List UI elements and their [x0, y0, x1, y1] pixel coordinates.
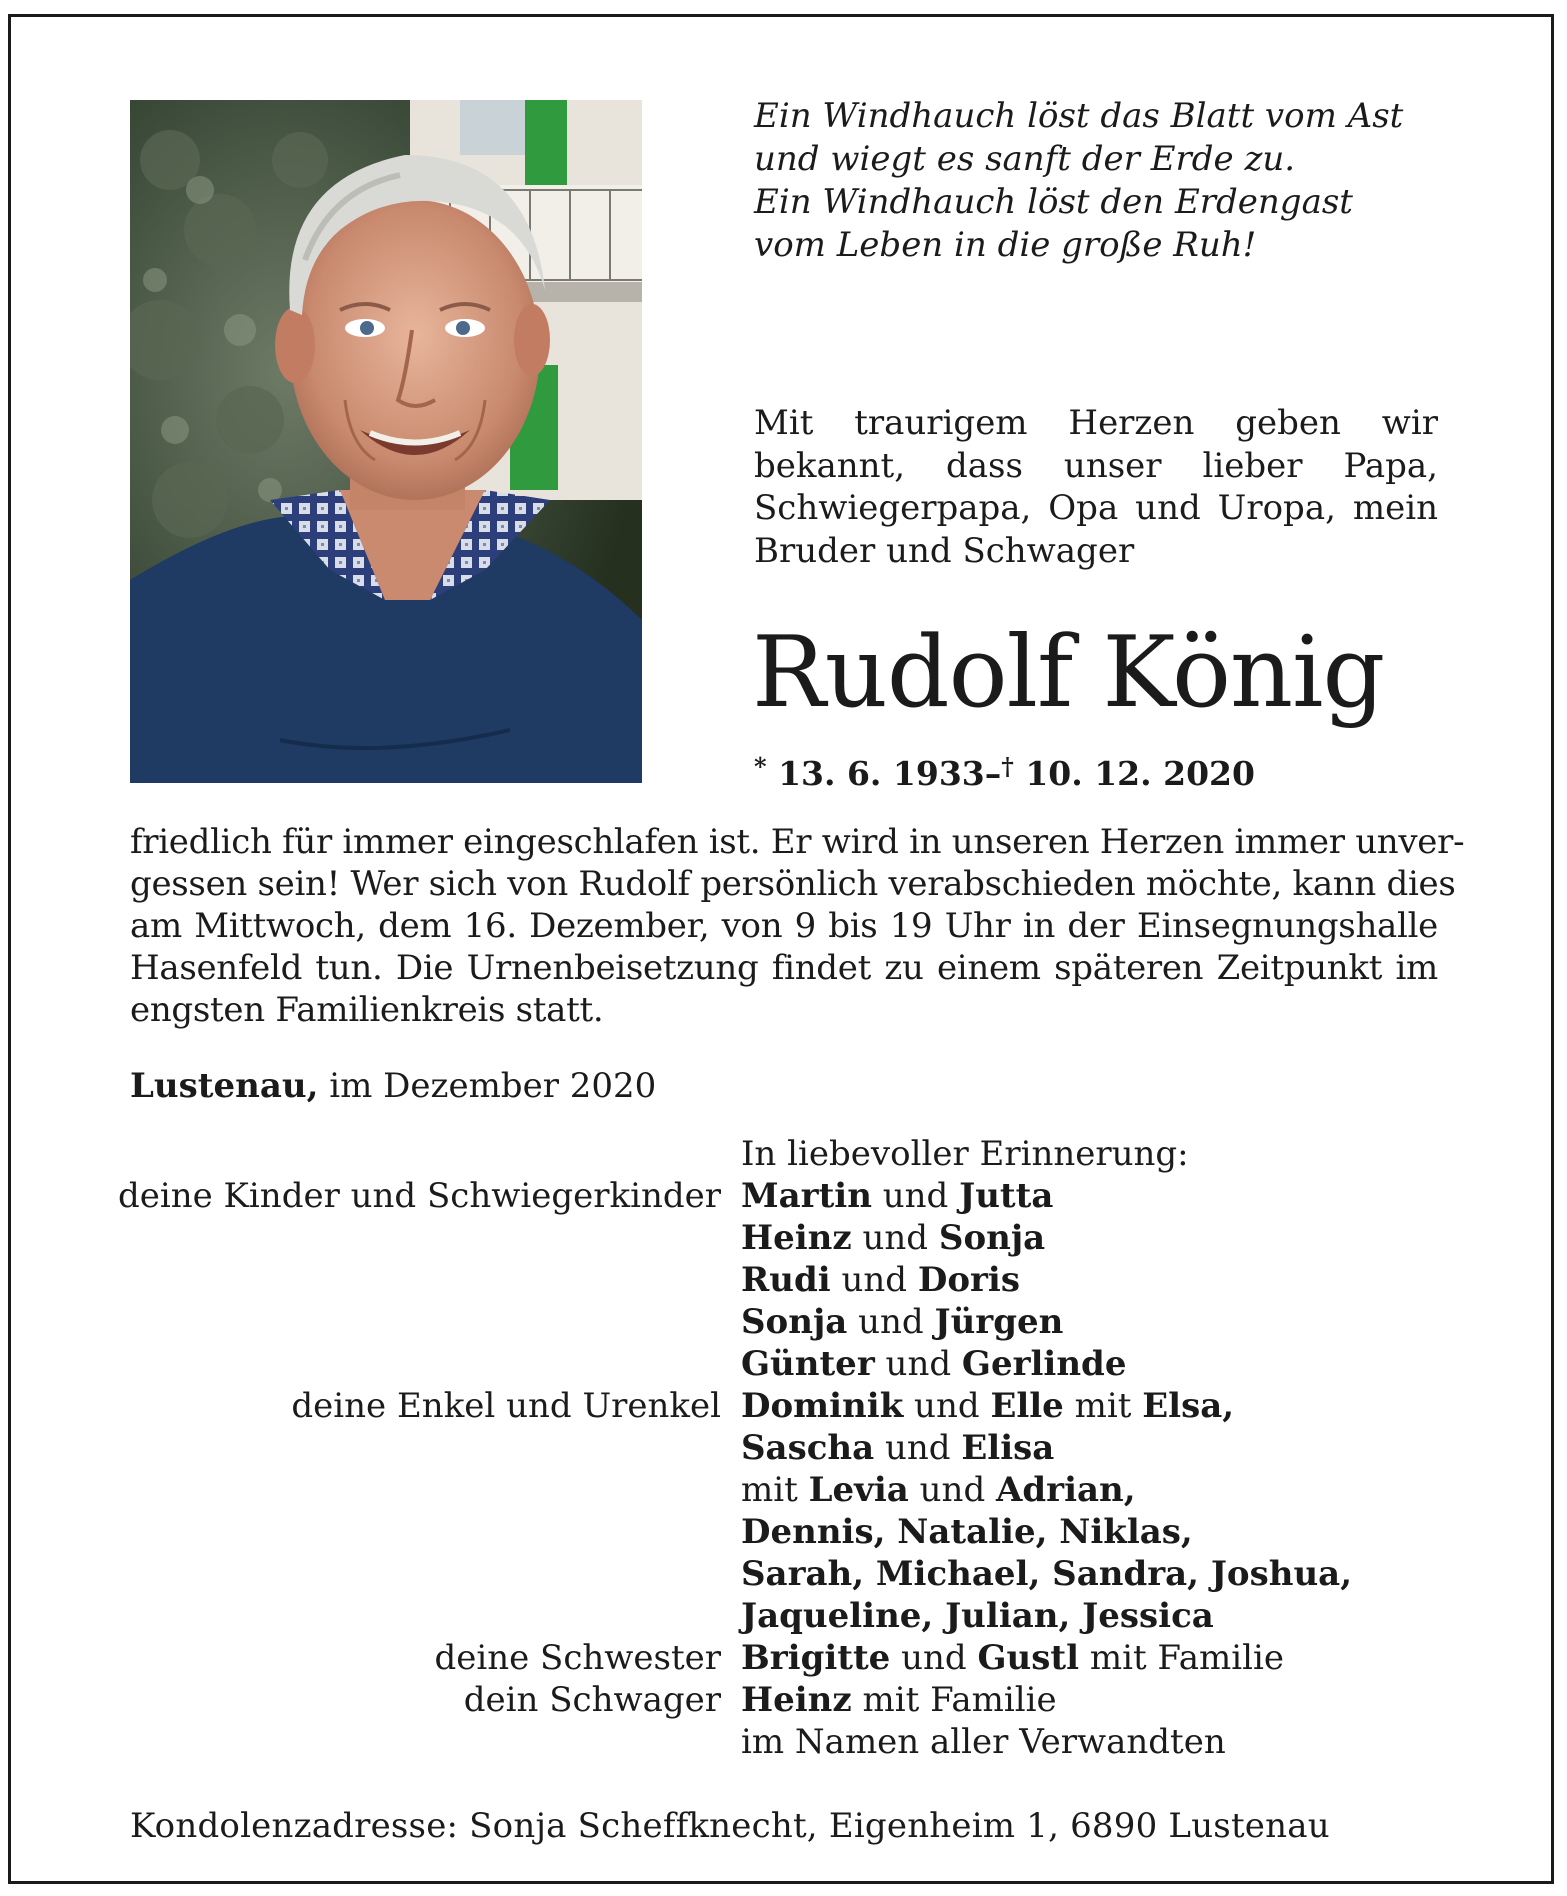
mourner-connector: und — [874, 1428, 962, 1468]
body-line: friedlich für immer eingeschlafen ist. Er wird in unseren Herzen immer unver- — [130, 822, 1465, 862]
birth-mark: * — [754, 752, 767, 781]
mourner-connector: mit Familie — [851, 1680, 1057, 1720]
mourner-name: Gustl — [977, 1638, 1080, 1678]
mourner-row — [0, 1385, 1567, 1427]
mourner-row — [0, 1679, 1567, 1721]
mourner-relation — [0, 1595, 731, 1637]
mourner-connector: und — [903, 1386, 991, 1426]
place-and-date — [130, 1066, 656, 1106]
mourner-row — [0, 1427, 1567, 1469]
mourner-name: Elisa — [961, 1428, 1055, 1468]
mourner-names — [731, 1259, 1567, 1301]
mourner-relation: deine Kinder und Schwiegerkinder — [117, 1176, 721, 1216]
mourner-names — [731, 1511, 1567, 1553]
mourner-name: Adrian, — [996, 1470, 1136, 1510]
mourner-name: Elle — [990, 1386, 1064, 1426]
mourner-relation: deine Enkel und Urenkel — [291, 1386, 721, 1426]
mourner-name: Brigitte — [741, 1638, 891, 1678]
body-line: gessen sein! Wer sich von Rudolf persönlich verabschieden möchte, kann dies — [130, 864, 1456, 904]
mourner-names — [731, 1469, 1567, 1511]
mourner-name: Jutta — [959, 1176, 1054, 1216]
mourner-row — [0, 1637, 1567, 1679]
mourner-row — [0, 1511, 1567, 1553]
death-mark: † — [1001, 752, 1014, 781]
mourner-name: Gerlinde — [961, 1344, 1127, 1384]
mourner-names — [731, 1217, 1567, 1259]
mourner-relation — [0, 1511, 731, 1553]
mourner-connector: und — [890, 1638, 978, 1678]
body-line: am Mittwoch, dem 16. Dezember, von 9 bis 19 Uhr in der Einsegnungshalle — [130, 906, 1438, 946]
body-line: Hasenfeld tun. Die Urnenbeisetzung findet zu einem späteren Zeitpunkt im — [130, 948, 1438, 988]
mourner-row — [0, 1301, 1567, 1343]
poem-line: Ein Windhauch löst den Erdengast — [754, 182, 1353, 222]
mourner-relation — [0, 1301, 731, 1343]
mourner-name: Sonja — [938, 1218, 1046, 1258]
place-city: Lustenau, — [130, 1066, 319, 1106]
mourner-name: Rudi — [741, 1260, 831, 1300]
intro-line: bekannt, dass unser lieber Papa, — [754, 445, 1438, 486]
announcement-body — [130, 821, 1465, 1031]
mourner-names — [731, 1385, 1567, 1427]
mourner-name: Günter — [741, 1344, 875, 1384]
mourner-names — [731, 1427, 1567, 1469]
mourner-name: Dennis, Natalie, Niklas, — [741, 1512, 1193, 1552]
mourner-name: Heinz — [741, 1218, 852, 1258]
mourner-row — [0, 1469, 1567, 1511]
poem-line: vom Leben in die große Ruh! — [754, 225, 1257, 265]
mourner-name: Martin — [741, 1176, 872, 1216]
announcement-intro — [754, 402, 1438, 572]
mourner-relation — [0, 1259, 731, 1301]
mourner-connector: im Namen aller Verwandten — [741, 1722, 1226, 1762]
mourner-relation — [0, 1427, 731, 1469]
condolence-address: Kondolenzadresse: Sonja Scheffknecht, Eigenheim 1, 6890 Lustenau — [130, 1806, 1330, 1846]
mourner-name: Sonja — [741, 1302, 848, 1342]
mourner-name: Doris — [917, 1260, 1020, 1300]
mourner-name: Sarah, Michael, Sandra, Joshua, — [741, 1554, 1353, 1594]
mourner-name: Sascha — [741, 1428, 875, 1468]
mourner-name: Heinz — [741, 1680, 852, 1720]
death-date: 10. 12. 2020 — [1025, 754, 1255, 793]
mourner-relation — [0, 1217, 731, 1259]
mourner-row — [0, 1259, 1567, 1301]
mourner-row — [0, 1595, 1567, 1637]
mourner-row — [0, 1343, 1567, 1385]
mourner-name: Levia — [808, 1470, 909, 1510]
mourner-connector: mit — [1063, 1386, 1143, 1426]
mourner-row — [0, 1217, 1567, 1259]
mourner-relation: deine Schwester — [434, 1638, 721, 1678]
mourner-connector: mit Familie — [1079, 1638, 1284, 1678]
mourner-connector: und — [908, 1470, 997, 1510]
mourner-names — [731, 1595, 1567, 1637]
deceased-name: Rudolf König — [752, 616, 1385, 730]
body-line: engsten Familienkreis statt. — [130, 990, 604, 1030]
intro-line: Schwiegerpapa, Opa und Uropa, mein — [754, 488, 1438, 528]
birth-date: 13. 6. 1933 — [778, 754, 985, 793]
mourner-names — [731, 1637, 1567, 1679]
mourner-row — [0, 1175, 1567, 1217]
mourner-connector: und — [871, 1176, 960, 1216]
mourner-relation — [0, 1343, 731, 1385]
mourner-connector: mit — [741, 1470, 809, 1510]
poem-line: und wiegt es sanft der Erde zu. — [754, 139, 1296, 179]
mourner-names — [731, 1343, 1567, 1385]
mourner-name: Jaqueline, Julian, Jessica — [741, 1596, 1214, 1636]
mourner-names — [731, 1553, 1567, 1595]
poem-line: Ein Windhauch löst das Blatt vom Ast — [754, 96, 1404, 136]
mourners-list — [0, 1133, 1567, 1763]
life-dates — [754, 752, 1255, 793]
mourner-connector: und — [874, 1344, 962, 1384]
mourner-row — [0, 1553, 1567, 1595]
mourner-relation — [0, 1721, 731, 1763]
mourner-connector: und — [851, 1218, 939, 1258]
mourners-heading-row — [0, 1133, 1567, 1175]
mourner-connector: und — [847, 1302, 935, 1342]
mourner-relation — [0, 1469, 731, 1511]
mourner-relation: dein Schwager — [463, 1680, 721, 1720]
mourner-names — [731, 1721, 1567, 1763]
mourner-row — [0, 1721, 1567, 1763]
intro-line: Mit traurigem Herzen geben wir — [754, 403, 1438, 443]
place-date: im Dezember 2020 — [329, 1066, 657, 1106]
mourner-name: Jürgen — [934, 1302, 1064, 1342]
portrait-photo — [130, 100, 642, 783]
date-separator: – — [984, 754, 1002, 793]
mourner-names — [731, 1301, 1567, 1343]
mourner-names — [731, 1679, 1567, 1721]
mourner-connector: und — [830, 1260, 918, 1300]
intro-line: Bruder und Schwager — [754, 530, 1135, 571]
mourner-names — [731, 1175, 1567, 1217]
mourner-name: Dominik — [741, 1386, 904, 1426]
mourner-name: Elsa, — [1142, 1386, 1235, 1426]
poem-verse — [754, 95, 1474, 267]
mourner-relation — [0, 1553, 731, 1595]
mourners-heading: In liebevoller Erinnerung: — [741, 1134, 1189, 1174]
